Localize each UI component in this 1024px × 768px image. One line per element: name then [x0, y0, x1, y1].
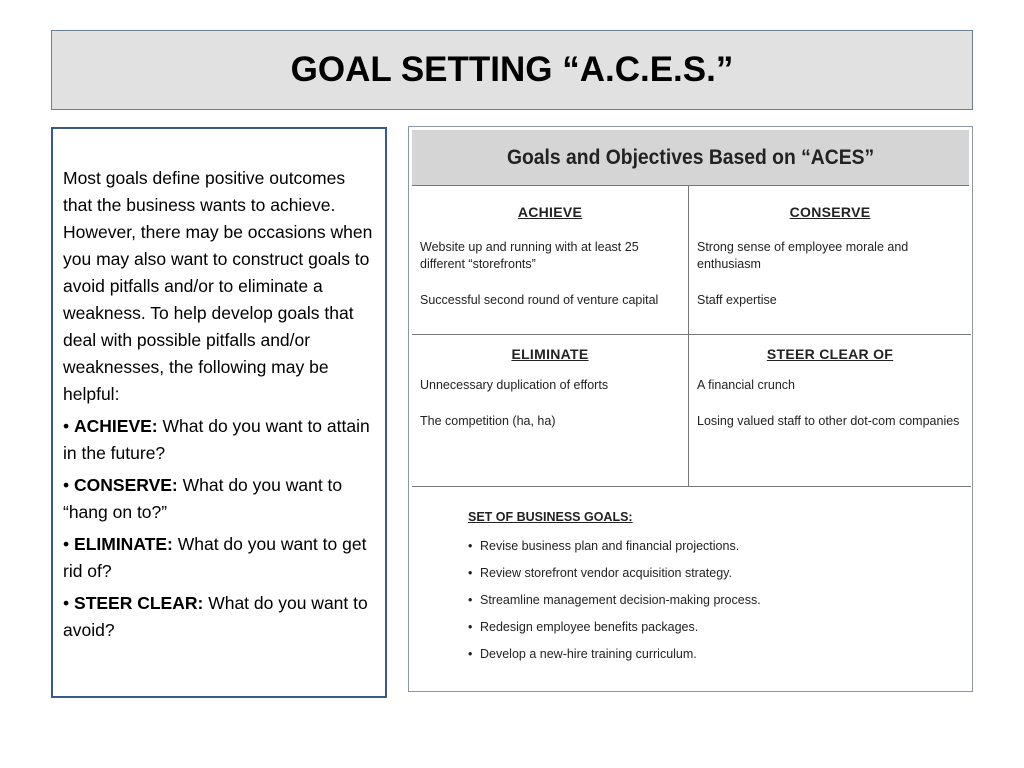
- quadrant-conserve: [689, 186, 971, 335]
- bullet-marker: •: [63, 534, 70, 554]
- quadrant-eliminate: [412, 335, 689, 487]
- aces-table-header: [412, 130, 969, 186]
- bullet-term: ACHIEVE:: [74, 416, 158, 436]
- bullet-term: STEER CLEAR:: [74, 593, 204, 613]
- bullet-marker: •: [468, 593, 473, 607]
- goal-text: Redesign employee benefits packages.: [480, 620, 699, 634]
- bullet-text: What do you want to attain in the future?: [63, 416, 370, 463]
- bullet-marker: •: [63, 416, 70, 436]
- goal-text: Streamline management decision-making process.: [480, 593, 761, 607]
- quadrant-item: Strong sense of employee morale and enthusiasm: [697, 240, 909, 271]
- quadrant-item: Unnecessary duplication of efforts: [420, 378, 609, 392]
- bullet-achieve: [63, 413, 376, 467]
- bullet-term: ELIMINATE:: [74, 534, 173, 554]
- quadrant-heading: ACHIEVE: [517, 204, 583, 220]
- goal-text: Develop a new-hire training curriculum.: [480, 647, 697, 661]
- bullet-term: CONSERVE:: [74, 475, 178, 495]
- bullet-text: What do you want to “hang on to?”: [63, 475, 343, 522]
- quadrant-item: Losing valued staff to other dot-com companies: [697, 414, 960, 428]
- aces-table-title: Goals and Objectives Based on “ACES”: [506, 145, 875, 169]
- list-item: [468, 592, 948, 609]
- bullet-marker: •: [468, 566, 473, 580]
- bullet-eliminate: [63, 531, 376, 585]
- quadrant-heading: STEER CLEAR OF: [766, 346, 894, 362]
- quadrant-heading: ELIMINATE: [511, 346, 589, 362]
- intro-paragraph: Most goals define positive outcomes that the business wants to achieve. However, there may be occasions when you may also want to construct goals to avoid pitfalls and/or to eliminate a weakness. To help develop goals that deal with possible pitfalls and/or weaknesses, the following may be helpful:: [63, 168, 373, 404]
- aces-table-image: [408, 126, 973, 692]
- quadrant-achieve: [412, 186, 689, 335]
- quadrant-item: Website up and running with at least 25 different “storefronts”: [420, 240, 639, 271]
- bullet-conserve: [63, 472, 376, 526]
- quadrant-steer-clear: [689, 335, 971, 487]
- list-item: [468, 646, 948, 663]
- slide-title: GOAL SETTING “A.C.E.S.”: [290, 50, 734, 89]
- goal-text: Revise business plan and financial projections.: [480, 539, 740, 553]
- bullet-steer-clear: [63, 590, 376, 644]
- bullet-marker: •: [468, 620, 473, 634]
- title-bar: [51, 30, 973, 110]
- quadrant-item: A financial crunch: [697, 378, 795, 392]
- quadrant-item: Staff expertise: [697, 293, 777, 307]
- bullet-text: What do you want to avoid?: [63, 593, 368, 640]
- quadrant-item: The competition (ha, ha): [420, 414, 556, 428]
- description-panel: [51, 127, 387, 698]
- quadrant-item: Successful second round of venture capital: [420, 293, 659, 307]
- bullet-marker: •: [63, 475, 70, 495]
- bullet-marker: •: [468, 539, 473, 553]
- business-goals-section: [468, 510, 948, 673]
- business-goals-heading: SET OF BUSINESS GOALS:: [468, 510, 633, 524]
- bullet-text: What do you want to get rid of?: [63, 534, 367, 581]
- list-item: [468, 619, 948, 636]
- goal-text: Review storefront vendor acquisition strategy.: [480, 566, 732, 580]
- quadrant-heading: CONSERVE: [789, 204, 871, 220]
- bullet-marker: •: [63, 593, 70, 613]
- list-item: [468, 538, 948, 555]
- business-goals-list: [468, 538, 948, 663]
- bullet-marker: •: [468, 647, 473, 661]
- list-item: [468, 565, 948, 582]
